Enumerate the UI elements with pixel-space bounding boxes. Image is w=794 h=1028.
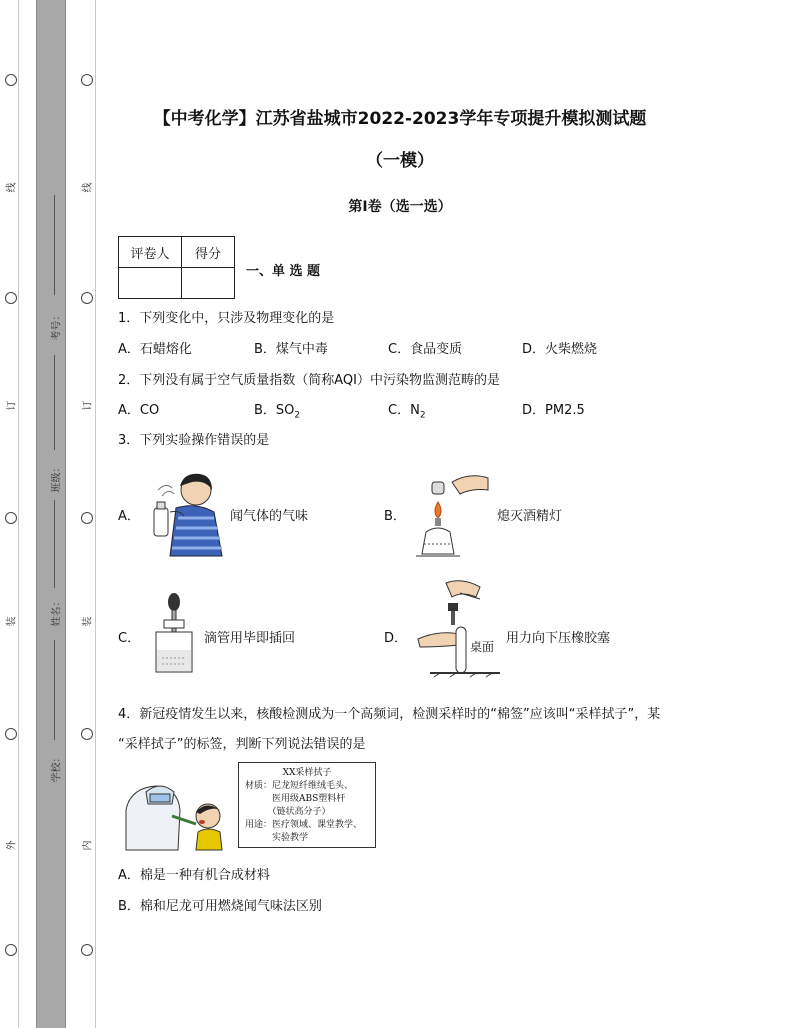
exam-number-blank[interactable] — [54, 195, 55, 295]
swab-label-box — [238, 762, 376, 848]
binding-hole — [81, 292, 93, 304]
q3-option-a-letter[interactable]: A． — [118, 509, 140, 524]
q3-option-d-letter[interactable]: D． — [384, 631, 408, 646]
swab-label-line: 用途：医疗领域、课堂教学、 — [245, 820, 363, 830]
question-2-stem: 2．下列没有属于空气质量指数（简称AQI）中污染物监测范畴的是 — [118, 373, 501, 388]
school-blank[interactable] — [54, 640, 55, 740]
class-blank[interactable] — [54, 355, 55, 450]
margin-inner-line — [95, 0, 96, 1028]
swab-label-line: 实验教学 — [245, 833, 309, 843]
binding-hole — [5, 728, 17, 740]
q3-option-c-text: 滴管用毕即插回 — [204, 631, 296, 646]
binding-hole — [5, 74, 17, 86]
margin-mark: 装 — [82, 616, 94, 627]
q2-option-d[interactable]: D．PM2.5 — [522, 403, 585, 418]
score-cell[interactable] — [182, 268, 235, 299]
q1-option-c[interactable]: C．食品变质 — [388, 342, 463, 357]
question-1-stem: 1．下列变化中，只涉及物理变化的是 — [118, 311, 335, 326]
q1-option-b[interactable]: B．煤气中毒 — [254, 342, 328, 357]
exam-number-label: 考号： — [51, 310, 63, 341]
class-label: 班级： — [51, 462, 63, 493]
name-label: 姓名： — [51, 596, 63, 627]
question-3-stem: 3．下列实验操作错误的是 — [118, 433, 270, 448]
margin-mark: 订 — [82, 400, 94, 411]
margin-mark: 内 — [82, 840, 94, 851]
q1-option-d[interactable]: D．火柴燃烧 — [522, 342, 598, 357]
paper-title-sub: （一模） — [366, 151, 434, 171]
binding-hole — [81, 74, 93, 86]
section-heading: 一、单 选 题 — [246, 264, 321, 279]
q3-option-c-letter[interactable]: C． — [118, 631, 141, 646]
swab-label-line: （链状高分子） — [245, 807, 331, 817]
question-4-stem-line2: “采样拭子”的标签，判断下列说法错误的是 — [118, 737, 366, 752]
binding-hole — [81, 728, 93, 740]
swab-sampling-illustration — [116, 770, 226, 852]
q2-option-a[interactable]: A．CO — [118, 403, 160, 418]
test-tube-stopper-illustration — [410, 575, 506, 679]
q3-option-a-text: 闻气体的气味 — [230, 509, 309, 524]
smelling-gas-illustration — [140, 468, 228, 560]
q4-option-a[interactable]: A．棉是一种有机合成材料 — [118, 868, 270, 883]
paper-title: 【中考化学】江苏省盐城市2022-2023学年专项提升模拟测试题 — [153, 109, 647, 129]
binding-hole — [5, 512, 17, 524]
grader-cell[interactable] — [119, 268, 182, 299]
q3-option-d-text: 用力向下压橡胶塞 — [506, 631, 611, 646]
margin-mark: 外 — [6, 840, 18, 851]
q3-option-b-letter[interactable]: B． — [384, 509, 406, 524]
q2-option-c[interactable]: C．$N_2$ — [388, 403, 426, 421]
binding-strip — [36, 0, 66, 1028]
margin-mark: 线 — [6, 182, 18, 193]
q4-option-b[interactable]: B．棉和尼龙可用燃烧闻气味法区别 — [118, 899, 322, 914]
alcohol-lamp-illustration — [412, 468, 496, 560]
binding-hole — [81, 944, 93, 956]
margin-mark: 订 — [6, 400, 18, 411]
margin-mark: 线 — [82, 182, 94, 193]
name-blank[interactable] — [54, 500, 55, 588]
grader-header: 评卷人 — [119, 237, 182, 268]
swab-label-line: 医用级ABS塑料杆 — [245, 794, 346, 804]
binding-hole — [5, 944, 17, 956]
binding-hole — [5, 292, 17, 304]
margin-edge-line — [18, 0, 19, 1028]
question-4-stem-line1: 4．新冠疫情发生以来，核酸检测成为一个高频词，检测采样时的“棉签”应该叫“采样拭子”，某 — [118, 707, 661, 722]
school-label: 学校： — [51, 752, 63, 783]
score-table — [118, 236, 235, 299]
margin-mark: 装 — [6, 616, 18, 627]
score-header: 得分 — [182, 237, 235, 268]
q1-option-a[interactable]: A．石蜡熔化 — [118, 342, 192, 357]
q2-option-b[interactable]: B．$SO_2$ — [254, 403, 301, 421]
binding-hole — [81, 512, 93, 524]
swab-label-title: XX采样拭子 — [282, 768, 332, 778]
dropper-bottle-illustration — [148, 592, 200, 676]
q3-option-b-text: 熄灭酒精灯 — [497, 509, 563, 524]
volume-heading: 第I卷（选一选） — [348, 199, 452, 215]
desk-label: 桌面 — [470, 640, 495, 654]
swab-label-line: 材质：尼龙短纤维绒毛头、 — [245, 781, 354, 791]
